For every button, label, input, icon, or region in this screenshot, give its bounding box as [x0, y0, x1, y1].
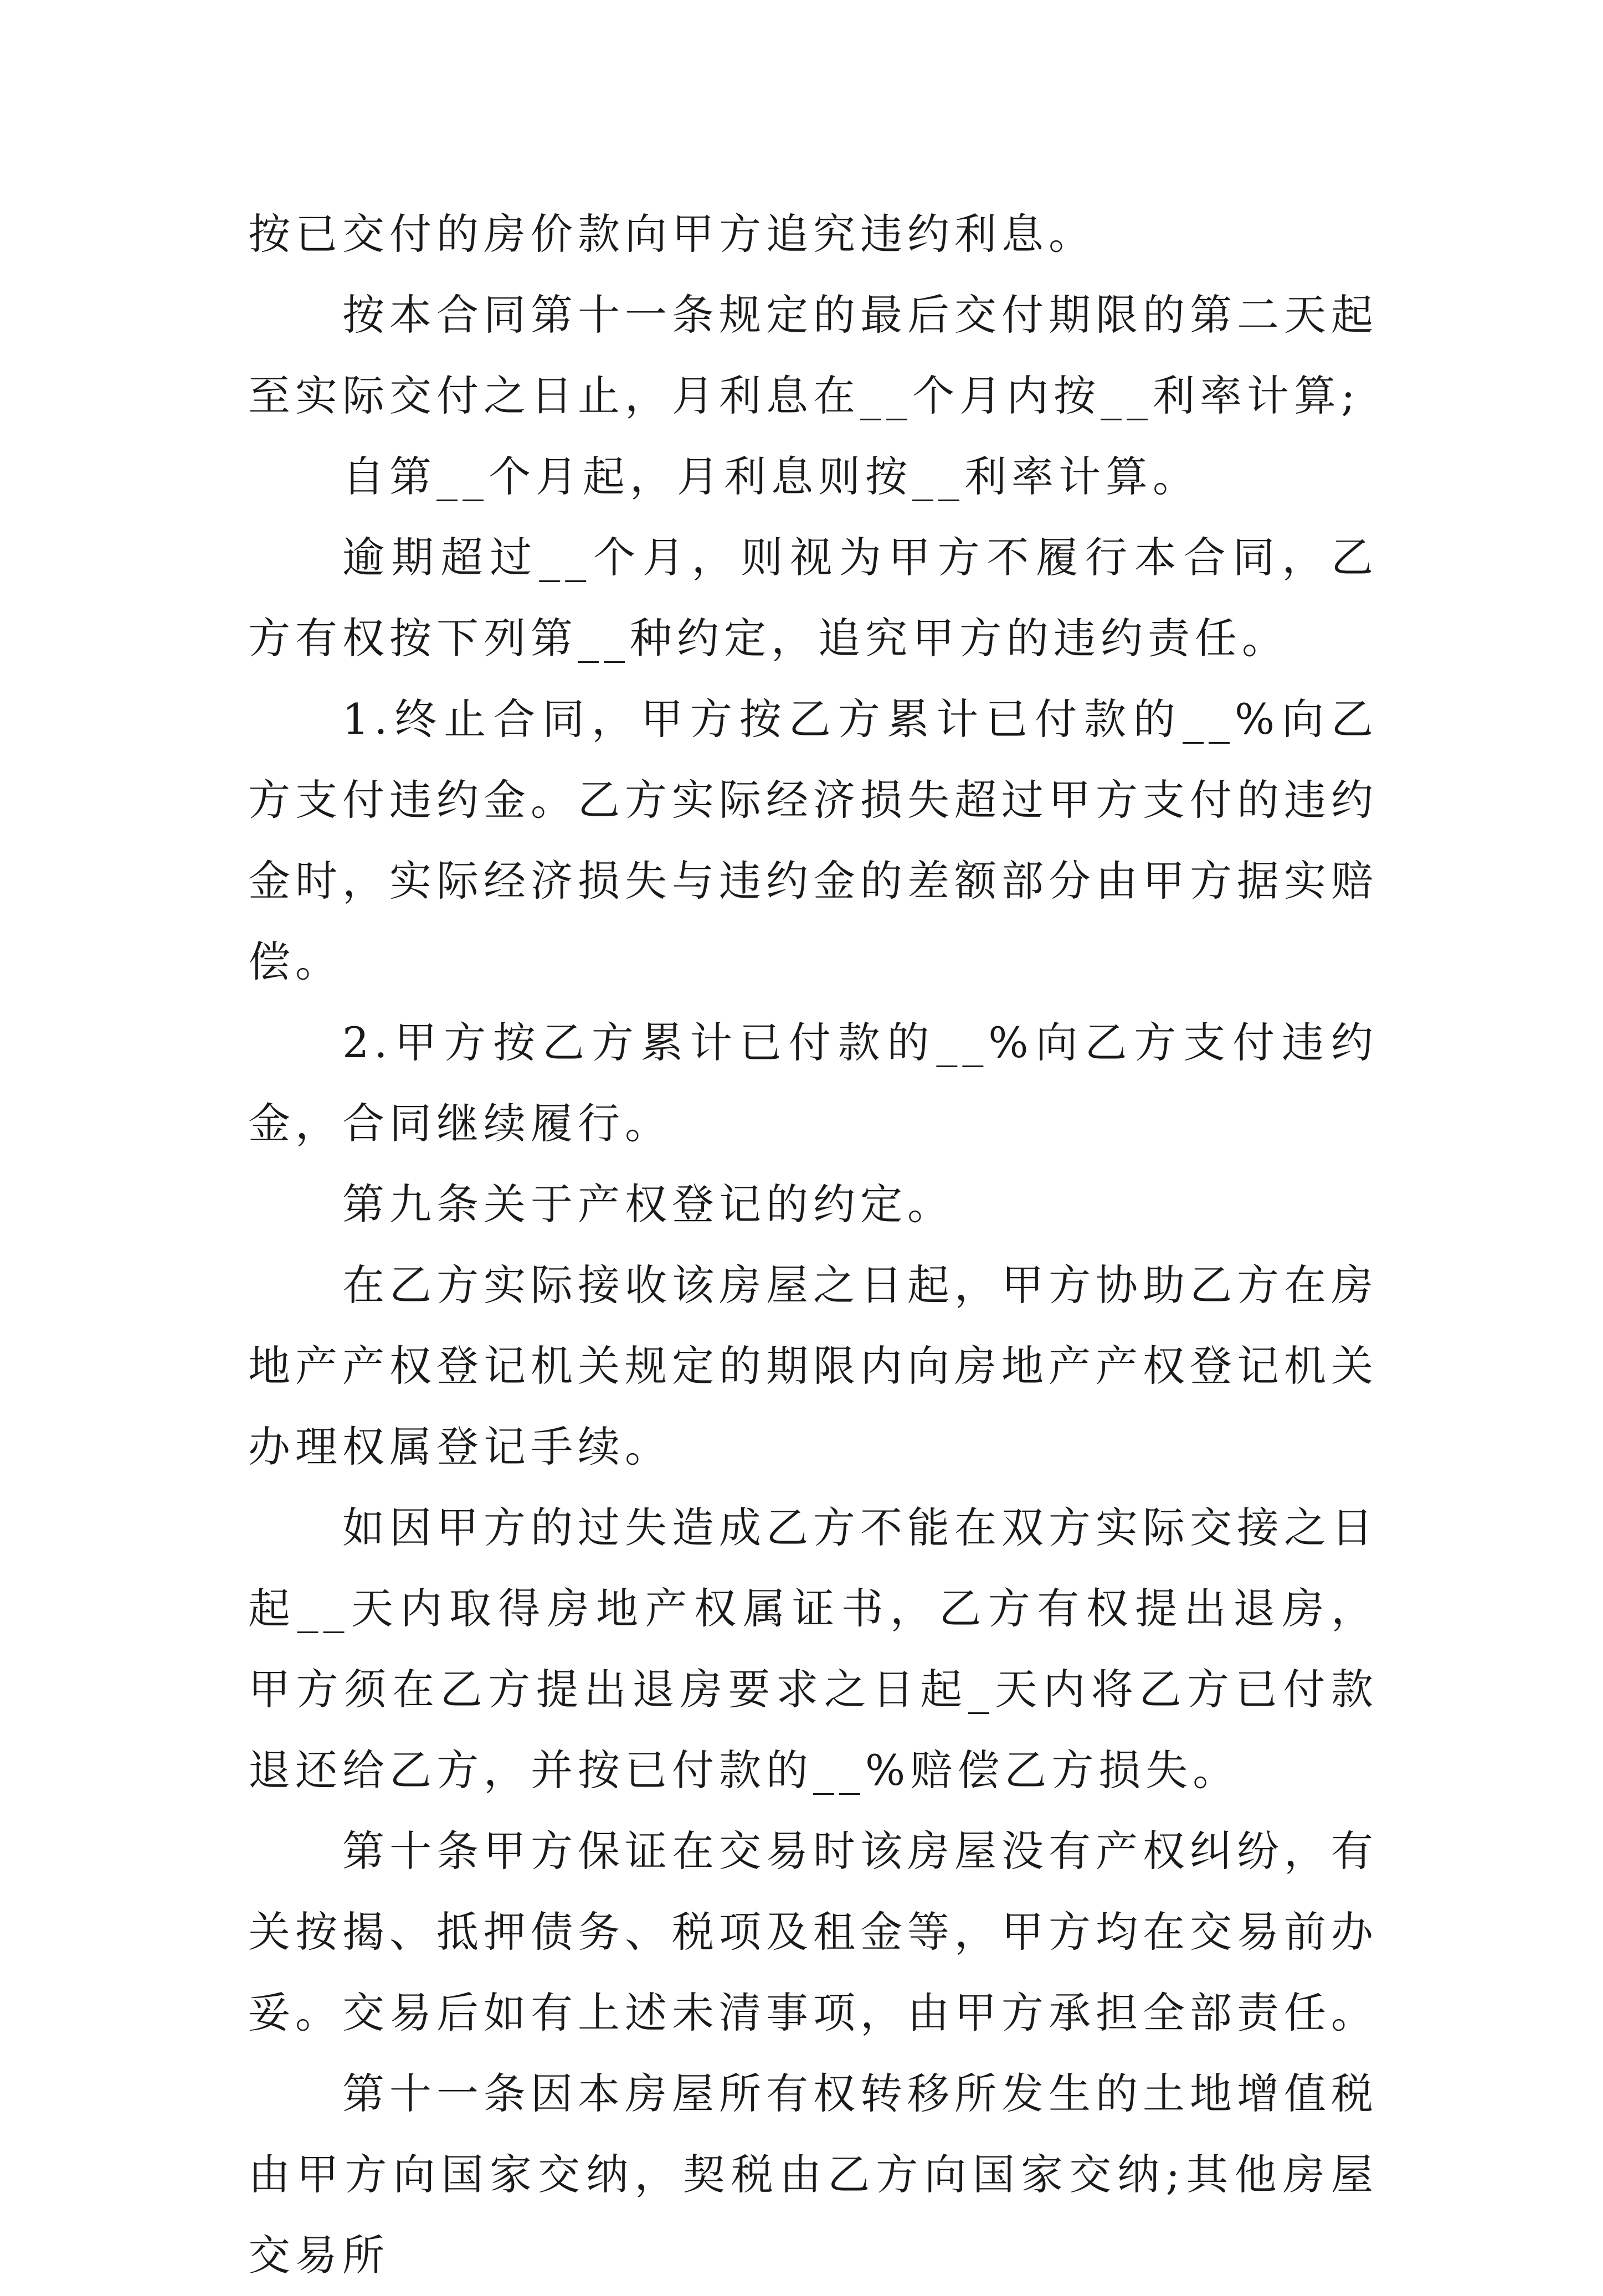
paragraph-6: 2.甲方按乙方累计已付款的__%向乙方支付违约金，合同继续履行。 [248, 1018, 1378, 1148]
paragraph-4: 逾期超过__个月，则视为甲方不履行本合同，乙方有权按下列第__种约定，追究甲方的违约责任。 [248, 533, 1378, 663]
paragraph-3: 自第__个月起，月利息则按__利率计算。 [342, 452, 1200, 501]
paragraph-10: 第十条甲方保证在交易时该房屋没有产权纠纷，有关按揭、抵押债务、税项及租金等，甲方均在交易前办妥。交易后如有上述未清事项，由甲方承担全部责任。 [248, 1826, 1378, 2037]
paragraph-1: 按已交付的房价款向甲方追究违约利息。 [248, 209, 1096, 259]
document-body [248, 194, 1378, 2296]
paragraph-5: 1.终止合同，甲方按乙方累计已付款的__%向乙方支付违约金。乙方实际经济损失超过甲方支付的违约金时，实际经济损失与违约金的差额部分由甲方据实赔偿。 [248, 694, 1378, 986]
paragraph-9: 如因甲方的过失造成乙方不能在双方实际交接之日起__天内取得房地产权属证书，乙方有权提出退房，甲方须在乙方提出退房要求之日起_天内将乙方已付款退还给乙方，并按已付款的__%赔偿乙方损失。 [248, 1503, 1378, 1795]
paragraph-8: 在乙方实际接收该房屋之日起，甲方协助乙方在房地产产权登记机关规定的期限内向房地产产权登记机关办理权属登记手续。 [248, 1260, 1378, 1471]
paragraph-7: 第九条关于产权登记的约定。 [342, 1180, 954, 1229]
paragraph-11: 第十一条因本房屋所有权转移所发生的土地增值税由甲方向国家交纳，契税由乙方向国家交纳;其他房屋交易所 [248, 2069, 1378, 2280]
paragraph-2: 按本合同第十一条规定的最后交付期限的第二天起至实际交付之日止，月利息在__个月内按__利率计算; [248, 290, 1378, 420]
